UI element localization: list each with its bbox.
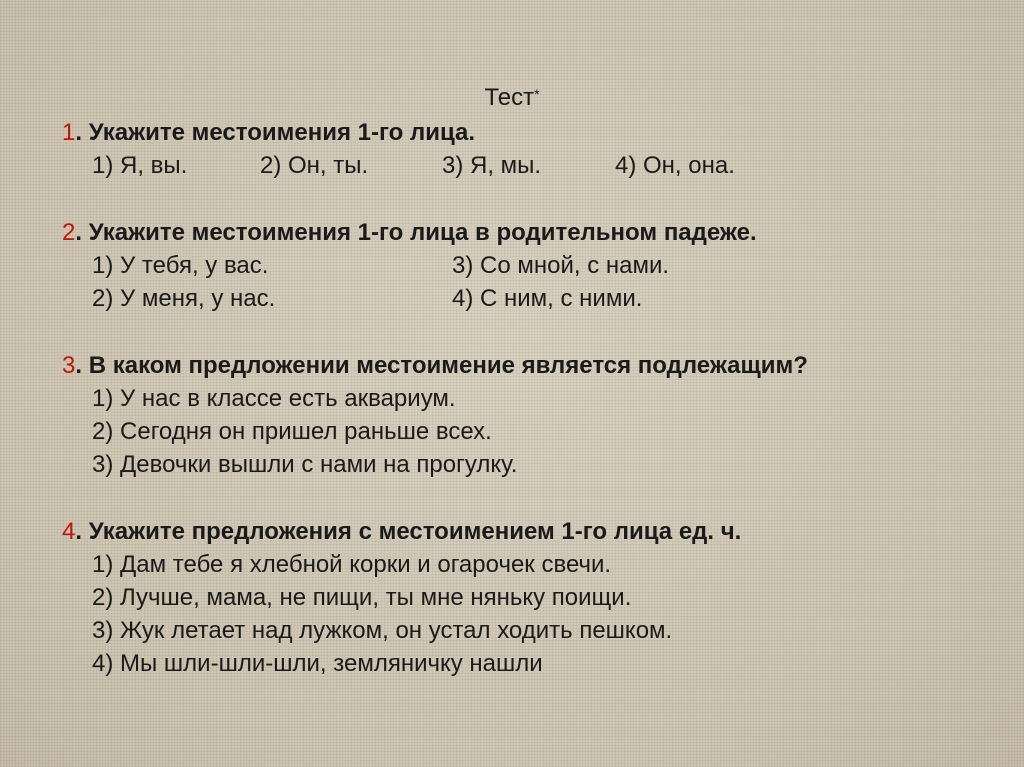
question-4-heading: 4. Укажите предложения с местоимением 1-го лица ед. ч. — [62, 518, 742, 545]
test-content — [62, 116, 1002, 680]
question-1-text: Укажите местоимения 1-го лица. — [88, 119, 476, 146]
question-3-option-2: 2) Сегодня он пришел раньше всех. — [92, 418, 492, 445]
question-4-option-4: 4) Мы шли-шли-шли, земляничку нашли — [92, 650, 543, 677]
title-asterisk: * — [534, 86, 540, 102]
question-1-option-3: 3) Я, мы. — [442, 152, 542, 179]
question-3-heading: 3. В каком предложении местоимение является подлежащим? — [62, 352, 808, 379]
slide-title — [0, 84, 1024, 112]
question-1 — [62, 116, 1002, 182]
question-1-option-1: 1) Я, вы. — [92, 152, 188, 179]
question-4-option-3: 3) Жук летает над лужком, он устал ходить пешком. — [92, 617, 673, 644]
question-3-number: 3 — [62, 352, 76, 379]
question-2-number: 2 — [62, 219, 76, 246]
question-2-options-row-1 — [62, 249, 1002, 282]
question-4-text: Укажите предложения с местоимением 1-го лица ед. ч. — [88, 518, 742, 545]
question-1-options — [62, 149, 1002, 182]
question-2 — [62, 216, 1002, 315]
question-2-options-row-2 — [62, 282, 1002, 315]
question-3-option-2-row — [62, 415, 1002, 448]
question-4-option-1: 1) Дам тебе я хлебной корки и огарочек свечи. — [92, 551, 612, 578]
title-text: Тест — [484, 84, 535, 111]
question-1-heading: 1. Укажите местоимения 1-го лица. — [62, 119, 476, 146]
question-2-option-1: 1) У тебя, у вас. — [92, 252, 269, 279]
question-4-option-1-row — [62, 548, 1002, 581]
question-3-text: В каком предложении местоимение является подлежащим? — [88, 352, 808, 379]
question-3 — [62, 349, 1002, 481]
question-4-option-3-row — [62, 614, 1002, 647]
question-2-heading: 2. Укажите местоимения 1-го лица в родительном падеже. — [62, 219, 757, 246]
question-4-option-2: 2) Лучше, мама, не пищи, ты мне няньку поищи. — [92, 584, 632, 611]
question-3-option-1: 1) У нас в классе есть аквариум. — [92, 385, 456, 412]
question-4-number: 4 — [62, 518, 76, 545]
question-3-option-3: 3) Девочки вышли с нами на прогулку. — [92, 451, 518, 478]
question-3-option-3-row — [62, 448, 1002, 481]
question-1-option-4: 4) Он, она. — [615, 152, 735, 179]
question-3-option-1-row — [62, 382, 1002, 415]
question-2-option-3: 3) Со мной, с нами. — [452, 252, 670, 279]
question-4-option-4-row — [62, 647, 1002, 680]
question-2-option-2: 2) У меня, у нас. — [92, 285, 276, 312]
question-4-option-2-row — [62, 581, 1002, 614]
question-2-text: Укажите местоимения 1-го лица в родительном падеже. — [88, 219, 757, 246]
question-2-option-4: 4) С ним, с ними. — [452, 285, 643, 312]
question-4 — [62, 515, 1002, 680]
question-1-option-2: 2) Он, ты. — [260, 152, 369, 179]
question-1-number: 1 — [62, 119, 76, 146]
